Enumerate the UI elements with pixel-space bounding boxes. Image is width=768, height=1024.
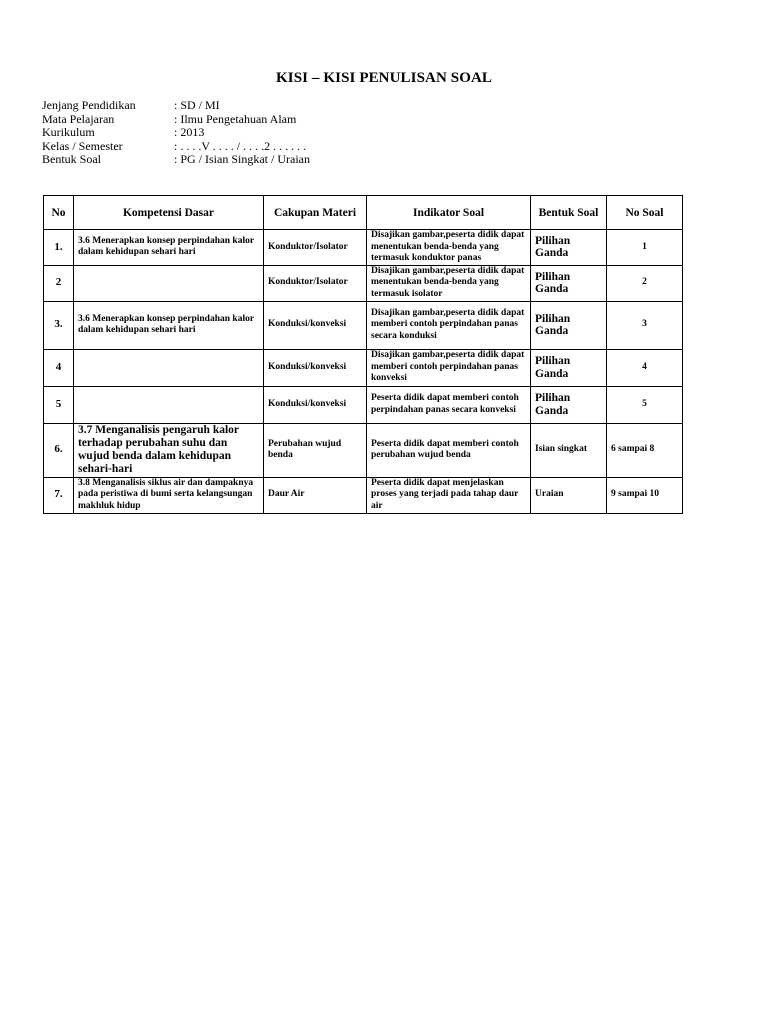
meta-value: : 2013 (174, 125, 205, 140)
cell-no: 3. (44, 301, 74, 349)
meta-label: Kurikulum (42, 125, 95, 140)
cell-cakupan-materi: Konduktor/Isolator (264, 265, 367, 301)
table-header-row (44, 196, 683, 230)
cell-kompetensi-dasar (74, 349, 264, 386)
cell-indikator-soal: Peserta didik dapat menjelaskan proses yang terjadi pada tahap daur air (367, 477, 531, 513)
cell-cakupan-materi: Konduksi/konveksi (264, 301, 367, 349)
cell-no: 1. (44, 230, 74, 266)
cell-cakupan-materi: Perubahan wujud benda (264, 423, 367, 477)
cell-no-soal: 3 (607, 301, 683, 349)
cell-cakupan-materi: Konduksi/konveksi (264, 386, 367, 423)
table-row (44, 386, 683, 423)
cell-indikator-soal: Peserta didik dapat memberi contoh perubahan wujud benda (367, 423, 531, 477)
table-row (44, 423, 683, 477)
cell-kompetensi-dasar: 3.7 Menganalisis pengaruh kalor terhadap perubahan suhu dan wujud benda dalam kehidupan sehari-hari (74, 423, 264, 477)
cell-bentuk-soal: Pilihan Ganda (531, 265, 607, 301)
cell-kompetensi-dasar: 3.8 Menganalisis siklus air dan dampaknya pada peristiwa di bumi serta kelangsungan makhluk hidup (74, 477, 264, 513)
cell-no-soal: 4 (607, 349, 683, 386)
cell-bentuk-soal: Pilihan Ganda (531, 230, 607, 266)
document-meta (42, 99, 310, 167)
table-row (44, 301, 683, 349)
cell-no: 5 (44, 386, 74, 423)
meta-row-jenjang (42, 99, 310, 113)
cell-indikator-soal: Disajikan gambar,peserta didik dapat memberi contoh perpindahan panas secara konduksi (367, 301, 531, 349)
meta-label: Mata Pelajaran (42, 111, 115, 126)
cell-indikator-soal: Disajikan gambar,peserta didik dapat menentukan benda-benda yang termasuk isolator (367, 265, 531, 301)
cell-cakupan-materi: Konduktor/Isolator (264, 230, 367, 266)
cell-kompetensi-dasar: 3.6 Menerapkan konsep perpindahan kalor dalam kehidupan sehari hari (74, 230, 264, 266)
meta-label: Jenjang Pendidikan (42, 98, 136, 112)
meta-value: : Ilmu Pengetahuan Alam (174, 111, 297, 126)
cell-bentuk-soal: Pilihan Ganda (531, 301, 607, 349)
meta-row-kelas (42, 140, 310, 154)
cell-bentuk-soal: Pilihan Ganda (531, 386, 607, 423)
page-title: KISI – KISI PENULISAN SOAL (276, 70, 492, 86)
cell-indikator-soal: Disajikan gambar,peserta didik dapat menentukan benda-benda yang termasuk konduktor panas (367, 230, 531, 266)
header-bentuk-soal: Bentuk Soal (531, 196, 607, 230)
meta-row-kurikulum (42, 126, 310, 140)
cell-no-soal: 2 (607, 265, 683, 301)
table-row (44, 265, 683, 301)
header-cakupan-materi: Cakupan Materi (264, 196, 367, 230)
cell-kompetensi-dasar (74, 265, 264, 301)
meta-label: Kelas / Semester (42, 138, 123, 153)
cell-no-soal: 6 sampai 8 (607, 423, 683, 477)
cell-kompetensi-dasar (74, 386, 264, 423)
meta-value: : PG / Isian Singkat / Uraian (174, 152, 310, 167)
meta-value: : SD / MI (174, 98, 220, 112)
meta-label: Bentuk Soal (42, 152, 101, 167)
cell-indikator-soal: Peserta didik dapat memberi contoh perpindahan panas secara konveksi (367, 386, 531, 423)
cell-cakupan-materi: Konduksi/konveksi (264, 349, 367, 386)
header-no-soal: No Soal (607, 196, 683, 230)
cell-no-soal: 9 sampai 10 (607, 477, 683, 513)
cell-no: 6. (44, 423, 74, 477)
cell-bentuk-soal: Uraian (531, 477, 607, 513)
table-row (44, 349, 683, 386)
header-no: No (44, 196, 74, 230)
cell-cakupan-materi: Daur Air (264, 477, 367, 513)
cell-indikator-soal: Disajikan gambar,peserta didik dapat memberi contoh perpindahan panas konveksi (367, 349, 531, 386)
header-indikator-soal: Indikator Soal (367, 196, 531, 230)
cell-bentuk-soal: Pilihan Ganda (531, 349, 607, 386)
cell-kompetensi-dasar: 3.6 Menerapkan konsep perpindahan kalor dalam kehidupan sehari hari (74, 301, 264, 349)
meta-row-bentuk (42, 153, 310, 167)
cell-no-soal: 1 (607, 230, 683, 266)
header-kompetensi-dasar: Kompetensi Dasar (74, 196, 264, 230)
cell-no: 2 (44, 265, 74, 301)
table-row (44, 230, 683, 266)
table-row (44, 477, 683, 513)
cell-no: 4 (44, 349, 74, 386)
meta-row-mapel (42, 113, 310, 127)
meta-value: : . . . .V . . . . / . . . .2 . . . . . . (174, 138, 307, 153)
cell-no: 7. (44, 477, 74, 513)
kisi-table (43, 195, 683, 514)
cell-bentuk-soal: Isian singkat (531, 423, 607, 477)
cell-no-soal: 5 (607, 386, 683, 423)
